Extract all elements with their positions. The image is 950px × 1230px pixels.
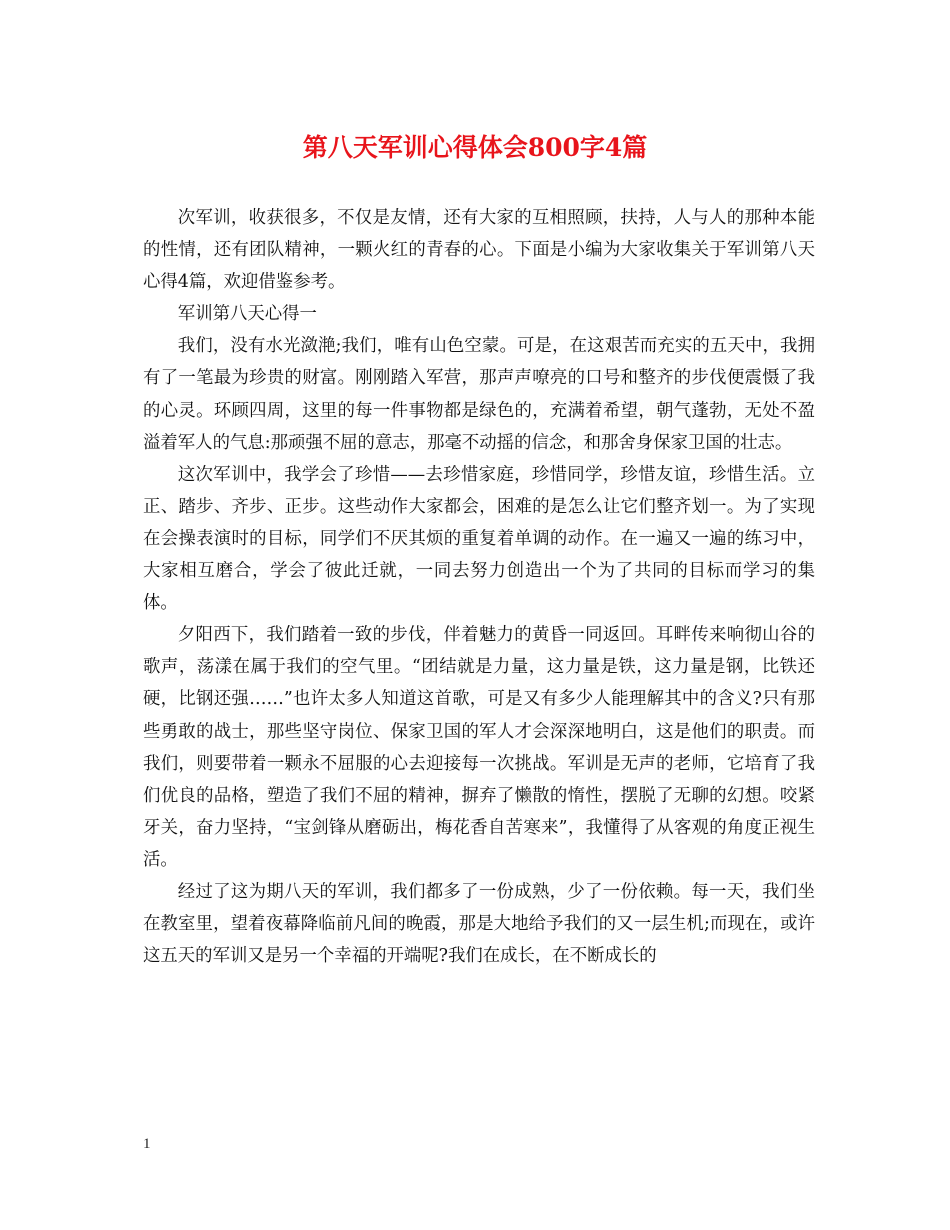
- document-body: [143, 202, 815, 972]
- section-heading: 军训第八天心得一: [177, 304, 317, 325]
- body-paragraph: 这次军训中，我学会了珍惜——去珍惜家庭，珍惜同学，珍惜友谊，珍惜生活。立正、踏步、齐步、正步。这些动作大家都会，困难的是怎么让它们整齐划一。为了实现在会操表演时的目标，同学们不厌其烦的重复着单调的动作。在一遍又一遍的练习中，大家相互磨合，学会了彼此迁就，一同去努力创造出一个为了共同的目标而学习的集体。: [143, 464, 815, 614]
- intro-paragraph: 次军训，收获很多，不仅是友情，还有大家的互相照顾，扶持，人与人的那种本能的性情，还有团队精神，一颗火红的青春的心。下面是小编为大家收集关于军训第八天心得4篇，欢迎借鉴参考。: [143, 208, 815, 293]
- page-title: 第八天军训心得体会800字4篇: [302, 133, 648, 162]
- body-paragraph: 我们，没有水光潋滟;我们，唯有山色空蒙。可是，在这艰苦而充实的五天中，我拥有了一笔最为珍贵的财富。刚刚踏入军营，那声声嘹亮的口号和整齐的步伐便震慑了我的心灵。环顾四周，这里的每一件事物都是绿色的，充满着希望，朝气蓬勃，无处不盈溢着军人的气息:那顽强不屈的意志，那毫不动摇的信念，和那舍身保家卫国的壮志。: [143, 336, 815, 453]
- body-paragraph: 经过了这为期八天的军训，我们都多了一份成熟，少了一份依赖。每一天，我们坐在教室里，望着夜幕降临前凡间的晚霞，那是大地给予我们的又一层生机;而现在，或许这五天的军训又是另一个幸福的开端呢?我们在成长，在不断成长的: [143, 881, 815, 967]
- body-paragraph: 夕阳西下，我们踏着一致的步伐，伴着魅力的黄昏一同返回。耳畔传来响彻山谷的歌声，荡漾在属于我们的空气里。“团结就是力量，这力量是铁，这力量是钢，比铁还硬，比钢还强……”也许太多人知道这首歌，可是又有多少人能理解其中的含义?只有那些勇敢的战士，那些坚守岗位、保家卫国的军人才会深深地明白，这是他们的职责。而我们，则要带着一颗永不屈服的心去迎接每一次挑战。军训是无声的老师，它培育了我们优良的品格，塑造了我们不屈的精神，摒弃了懒散的惰性，摆脱了无聊的幻想。咬紧牙关，奋力坚持，“宝剑锋从磨砺出，梅花香自苦寒来”，我懂得了从客观的角度正视生活。: [143, 625, 815, 870]
- page-number: 1: [143, 1136, 151, 1152]
